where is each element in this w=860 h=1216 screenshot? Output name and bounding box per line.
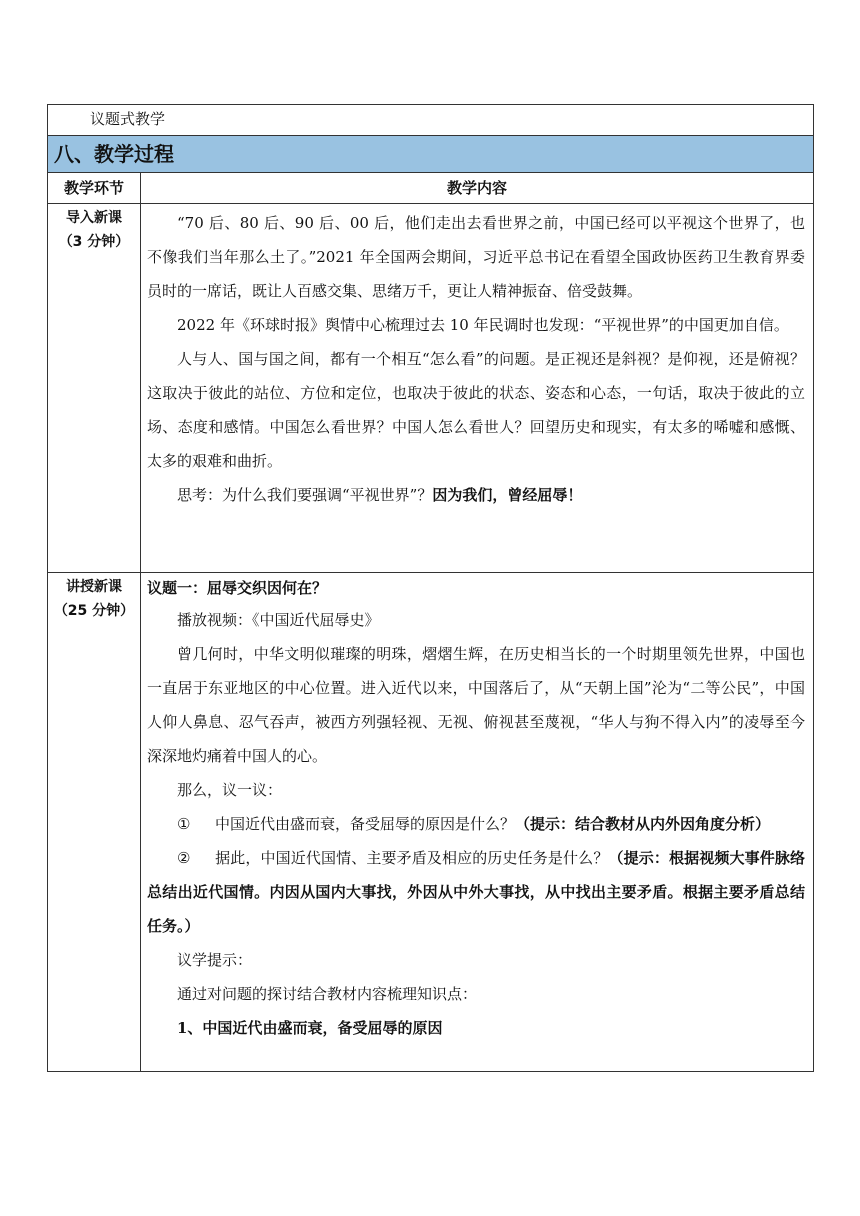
section-heading-row bbox=[48, 136, 814, 173]
table-row-new-lesson bbox=[48, 573, 814, 1072]
stage-cell-intro bbox=[48, 204, 141, 573]
question-1 bbox=[147, 807, 805, 841]
table-header-row bbox=[48, 173, 814, 204]
question-1-text: 中国近代由盛而衰，备受屈辱的原因是什么？ bbox=[215, 815, 516, 833]
content-cell-intro bbox=[141, 204, 814, 573]
question-1-number: ① bbox=[177, 815, 191, 833]
tip-label: 议学提示： bbox=[177, 951, 253, 969]
question-2-number: ② bbox=[177, 849, 191, 867]
teaching-process-table bbox=[47, 104, 814, 1072]
knowledge-point-1: 1、中国近代由盛而衰，备受屈辱的原因 bbox=[177, 1019, 443, 1037]
intro-paragraph-3: 人与人、国与国之间，都有一个相互“怎么看”的问题。是正视还是斜视？是仰视，还是俯视？这取决于彼此的站位、方位和定位，也取决于彼此的状态、姿态和心态，一句话，取决于彼此的立场、态度和感情。中国怎么看世界？中国人怎么看世人？回望历史和现实，有太多的唏嘘和感慨、太多的艰难和曲折。 bbox=[147, 350, 805, 470]
lesson-plan-page bbox=[47, 104, 814, 1072]
topic-heading: 议题一：屈辱交织因何在？ bbox=[147, 579, 328, 597]
intro-think-line bbox=[147, 478, 805, 512]
question-2 bbox=[147, 841, 805, 943]
teaching-method-row bbox=[48, 105, 814, 136]
think-answer: 因为我们，曾经屈辱！ bbox=[432, 486, 583, 504]
history-paragraph: 曾几何时，中华文明似璀璨的明珠，熠熠生辉，在历史相当长的一个时期里领先世界，中国也一直居于东亚地区的中心位置。进入近代以来，中国落后了，从“天朝上国”沦为“二等公民”，中国人仰人鼻息、忍气吞声，被西方列强轻视、无视、俯视甚至蔑视，“华人与狗不得入内”的凌辱至今深深地灼痛着中国人的心。 bbox=[147, 645, 805, 765]
stage-cell-new-lesson bbox=[48, 573, 141, 1072]
tip-text: 通过对问题的探讨结合教材内容梳理知识点： bbox=[177, 985, 478, 1003]
stage-label: 导入新课 bbox=[66, 210, 122, 226]
intro-paragraph-2: 2022 年《环球时报》舆情中心梳理过去 10 年民调时也发现：“平视世界”的中国更加自信。 bbox=[177, 316, 789, 334]
think-question: 思考：为什么我们要强调“平视世界”？ bbox=[177, 486, 433, 504]
question-1-hint: （提示：结合教材从内外因角度分析） bbox=[515, 815, 771, 833]
section-title: 八、教学过程 bbox=[48, 136, 814, 173]
question-2-text: 据此，中国近代国情、主要矛盾及相应的历史任务是什么？ bbox=[215, 849, 609, 867]
header-teaching-content: 教学内容 bbox=[141, 173, 814, 204]
stage-duration: （25 分钟） bbox=[53, 603, 135, 619]
question-2-hint: （提示：根据视频大事件脉络总结出近代国情。内因从国内大事找，外因从中外大事找，从中找出主要矛盾。根据主要矛盾总结任务。） bbox=[147, 849, 805, 935]
stage-label: 讲授新课 bbox=[66, 579, 122, 595]
discuss-line: 那么，议一议： bbox=[177, 781, 283, 799]
stage-duration: （3 分钟） bbox=[58, 234, 130, 250]
video-line: 播放视频：《中国近代屈辱史》 bbox=[177, 611, 380, 629]
content-cell-new-lesson bbox=[141, 573, 814, 1072]
teaching-method-text: 议题式教学 bbox=[48, 105, 814, 136]
intro-paragraph-1: “70 后、80 后、90 后、00 后，他们走出去看世界之前，中国已经可以平视这个世界了，也不像我们当年那么土了。”2021 年全国两会期间，习近平总书记在看望全国政协医药卫生教育界委员时的一席话，既让人百感交集、思绪万千，更让人精神振奋、倍受鼓舞。 bbox=[147, 214, 805, 300]
header-teaching-stage: 教学环节 bbox=[48, 173, 141, 204]
table-row-intro bbox=[48, 204, 814, 573]
